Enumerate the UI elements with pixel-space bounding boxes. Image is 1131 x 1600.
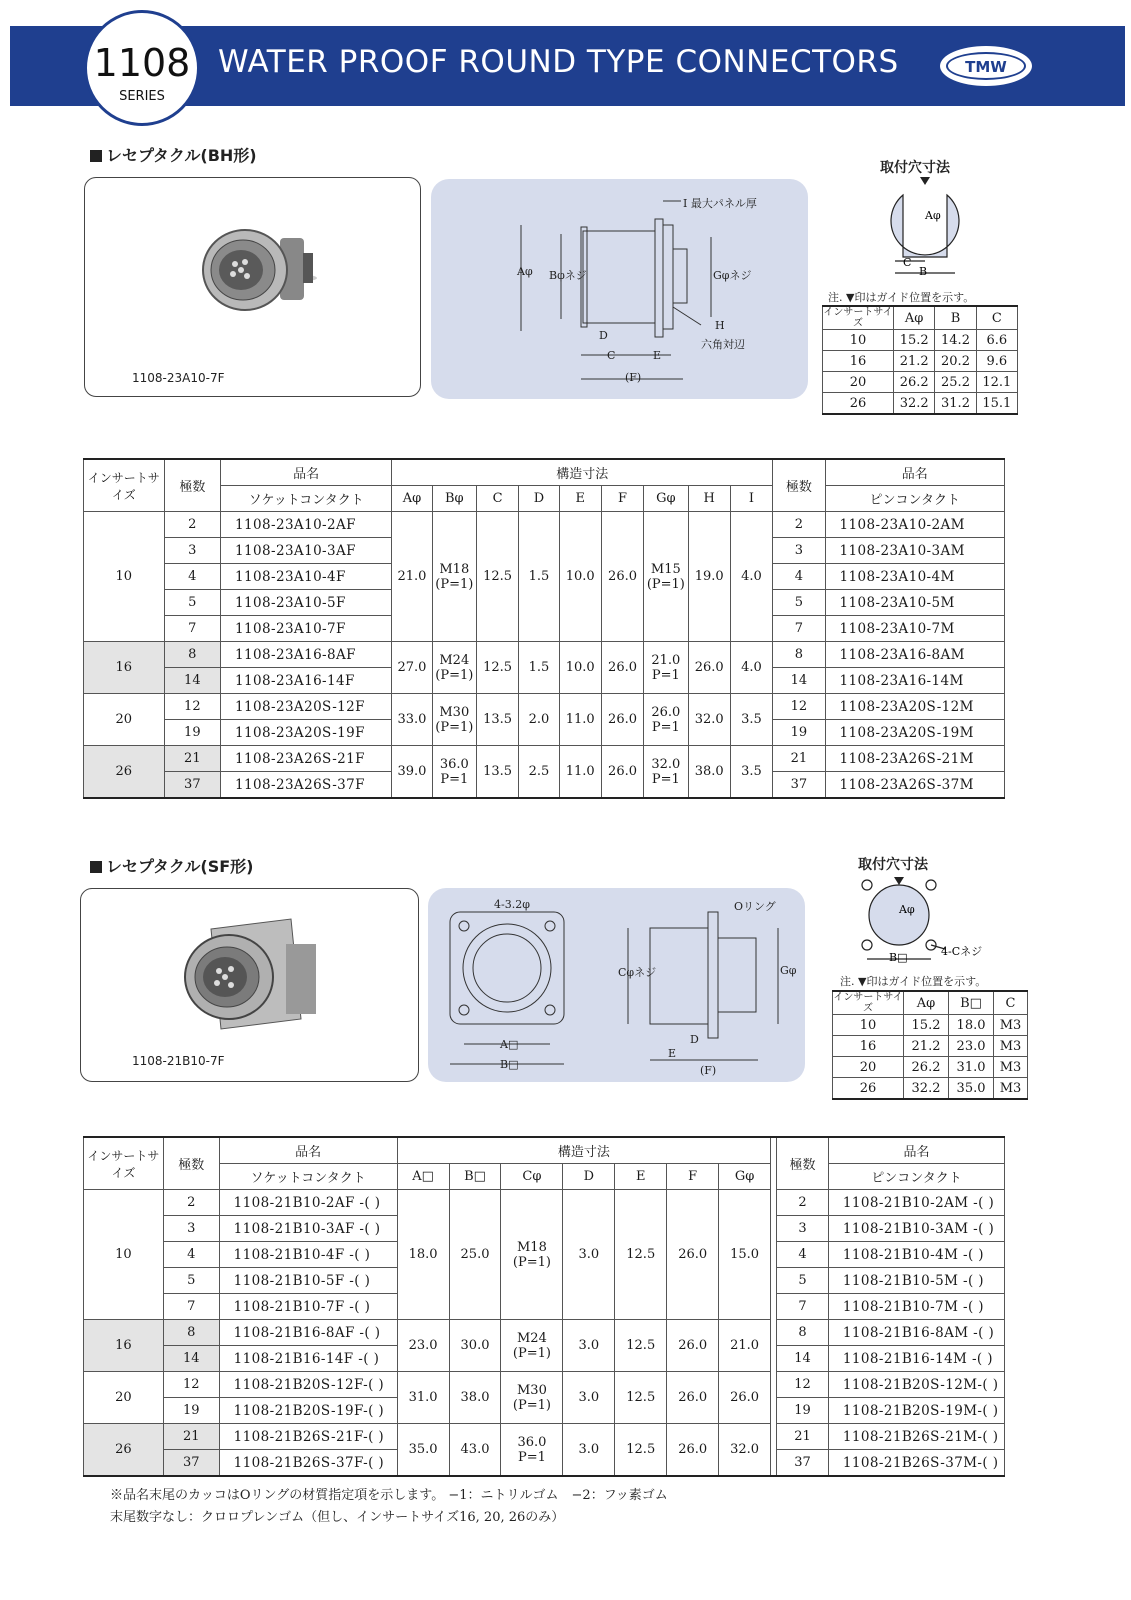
bh-label-a: Aφ [517,265,533,278]
brand-logo-text: TMW [946,52,1026,80]
poles-cell: 5 [777,1268,829,1294]
table-cell: 35.0 [949,1078,994,1100]
sf-h-pin: ピンコンタクト [828,1164,1004,1190]
dimension-cell: M30 (P=1) [501,1372,563,1424]
table-cell: 15.1 [976,393,1017,415]
insert-size-cell: 10 [84,512,165,642]
bh-h-poles2: 極数 [773,459,825,512]
dimension-cell: 3.0 [563,1320,615,1372]
sf-label-b: B□ [500,1058,519,1071]
poles-cell: 14 [164,668,220,694]
poles-cell: 12 [164,694,220,720]
bh-h-col: C [476,486,518,512]
bh-label-b: Bφネジ [549,269,587,282]
table-cell: 26.2 [904,1057,949,1078]
bh-connector-image [85,178,422,398]
dimension-cell: 31.0 [397,1372,449,1424]
table-cell: 31.2 [935,393,976,415]
sf-photo [80,888,419,1082]
dimension-cell: M18 (P=1) [432,512,476,642]
pin-part-number: 1108-23A26S-21M [825,746,1004,772]
pin-part-number: 1108-23A10-2AM [825,512,1004,538]
square-bullet-icon [90,861,102,873]
poles-cell: 19 [164,720,220,746]
bh-mount-table [822,305,1018,415]
socket-part-number: 1108-23A20S-19F [221,720,392,746]
dimension-cell: 13.5 [476,746,518,799]
socket-part-number: 1108-23A10-5F [221,590,392,616]
table-cell: 9.6 [976,351,1017,372]
bh-h-insert: インサートサイズ [84,459,165,512]
series-badge [84,10,200,126]
bh-h-col: D [519,486,559,512]
poles-cell: 3 [163,1216,219,1242]
bh-label-h: H [715,319,725,332]
insert-size-cell: 16 [84,642,165,694]
bh-h-col: Bφ [432,486,476,512]
sf-h-col: E [615,1164,667,1190]
dimension-cell: 26.0 [601,746,643,799]
pin-part-number: 1108-21B10-7M -( ) [828,1294,1004,1320]
dimension-cell: 12.5 [615,1424,667,1477]
table-cell: 26.2 [894,372,935,393]
poles-cell: 21 [163,1424,219,1450]
dimension-cell: M24 (P=1) [432,642,476,694]
pin-part-number: 1108-21B16-14M -( ) [828,1346,1004,1372]
insert-size-cell: 20 [84,694,165,746]
dimension-cell: 2.0 [519,694,559,746]
sf-label-f: (F) [700,1064,717,1077]
sf-h-name: 品名 [219,1137,397,1164]
sf-h-col: D [563,1164,615,1190]
bh-h-pin: ピンコンタクト [825,486,1004,512]
bh-photo [84,177,421,397]
dimension-cell: 3.5 [730,746,772,799]
dimension-cell: M24 (P=1) [501,1320,563,1372]
sf-label-a: A□ [500,1038,519,1051]
poles-cell: 8 [773,642,825,668]
socket-part-number: 1108-21B20S-12F-( ) [219,1372,397,1398]
bh-section-heading [90,143,257,166]
dimension-cell: 2.5 [519,746,559,799]
dimension-cell: 12.5 [615,1190,667,1320]
bh-h-col: I [730,486,772,512]
bh-mount-title: 取付穴寸法 [880,160,950,176]
socket-part-number: 1108-23A10-2AF [221,512,392,538]
socket-part-number: 1108-21B26S-37F-( ) [219,1450,397,1477]
poles-cell: 7 [773,616,825,642]
table-cell: M3 [994,1057,1028,1078]
bh-h-socket: ソケットコンタクト [221,486,392,512]
pin-part-number: 1108-23A16-8AM [825,642,1004,668]
dimension-cell: 12.5 [615,1320,667,1372]
table-cell: 20 [823,372,894,393]
pin-part-number: 1108-23A10-7M [825,616,1004,642]
dimension-cell: 4.0 [730,512,772,642]
dimension-cell: 36.0 P=1 [501,1424,563,1477]
dimension-cell: 25.0 [449,1190,501,1320]
table-cell: M3 [994,1036,1028,1057]
dimension-cell: 12.5 [476,512,518,642]
bh-mount-h3: C [976,306,1017,330]
socket-part-number: 1108-21B10-7F -( ) [219,1294,397,1320]
bh-spec-table [83,458,1005,799]
dimension-cell: M15 (P=1) [644,512,688,642]
sf-drawing-lines [428,888,805,1082]
poles-cell: 3 [164,538,220,564]
sf-mount-h2: B□ [949,991,994,1015]
sf-h-name2: 品名 [828,1137,1004,1164]
table-cell: 15.2 [904,1015,949,1036]
poles-cell: 19 [777,1398,829,1424]
poles-cell: 12 [777,1372,829,1398]
socket-part-number: 1108-21B16-8AF -( ) [219,1320,397,1346]
pin-part-number: 1108-23A16-14M [825,668,1004,694]
table-cell: 10 [833,1015,904,1036]
table-cell: 23.0 [949,1036,994,1057]
bh-label-d: D [599,329,608,342]
dimension-cell: 26.0 [667,1372,719,1424]
pin-part-number: 1108-21B10-4M -( ) [828,1242,1004,1268]
sf-mount-label-c: 4-Cネジ [941,945,983,958]
pin-part-number: 1108-21B26S-21M-( ) [828,1424,1004,1450]
insert-size-cell: 26 [84,1424,164,1477]
bh-label-panel: I 最大パネル厚 [683,197,757,210]
sf-h-poles2: 極数 [777,1137,829,1190]
poles-cell: 4 [163,1242,219,1268]
poles-cell: 21 [777,1424,829,1450]
pin-part-number: 1108-21B10-5M -( ) [828,1268,1004,1294]
poles-cell: 8 [777,1320,829,1346]
bh-h-col: E [559,486,601,512]
bh-label-f: (F) [625,371,642,384]
table-cell: 12.1 [976,372,1017,393]
dimension-cell: 43.0 [449,1424,501,1477]
bh-mount-h0: インサートサイズ [823,307,893,329]
pin-part-number: 1108-21B26S-37M-( ) [828,1450,1004,1477]
dimension-cell: M30 (P=1) [432,694,476,746]
dimension-cell: 19.0 [688,512,730,642]
pin-part-number: 1108-21B10-3AM -( ) [828,1216,1004,1242]
dimension-cell: 1.5 [519,512,559,642]
sf-label-d: D [690,1033,699,1046]
socket-part-number: 1108-23A16-14F [221,668,392,694]
poles-cell: 3 [773,538,825,564]
table-cell: M3 [994,1015,1028,1036]
dimension-cell: 10.0 [559,642,601,694]
bh-h-name2: 品名 [825,459,1004,486]
dimension-cell: 3.0 [563,1190,615,1320]
socket-part-number: 1108-23A20S-12F [221,694,392,720]
table-cell: M3 [994,1078,1028,1100]
socket-part-number: 1108-23A16-8AF [221,642,392,668]
sf-mount-h3: C [994,991,1028,1015]
dimension-cell: 12.5 [615,1372,667,1424]
dimension-cell: 3.0 [563,1372,615,1424]
poles-cell: 37 [164,772,220,799]
dimension-cell: 26.0 [667,1320,719,1372]
sf-mount-h0: インサートサイズ [833,992,903,1014]
bh-mount-h2: B [935,306,976,330]
sf-mount-h1: Aφ [904,991,949,1015]
poles-cell: 4 [777,1242,829,1268]
table-cell: 15.2 [894,330,935,351]
sf-h-col: A□ [397,1164,449,1190]
footnote-line-1: ※品名末尾のカッコはOリングの材質指定項を示します。 −1：ニトリルゴム −2：フッ素ゴム [110,1488,668,1503]
sf-section-heading [90,854,253,877]
table-cell: 32.2 [894,393,935,415]
socket-part-number: 1108-21B26S-21F-( ) [219,1424,397,1450]
dimension-cell: 3.5 [730,694,772,746]
poles-cell: 37 [163,1450,219,1477]
dimension-cell: 11.0 [559,694,601,746]
dimension-cell: 32.0 [688,694,730,746]
poles-cell: 7 [163,1294,219,1320]
bh-mount-note: 注. ▼印はガイド位置を示す。 [828,291,975,304]
bh-drawing-lines [431,179,808,399]
dimension-cell: 26.0 [601,642,643,694]
sf-h-socket: ソケットコンタクト [219,1164,397,1190]
sf-mount-diagram [855,875,995,965]
poles-cell: 2 [773,512,825,538]
dimension-cell: 23.0 [397,1320,449,1372]
sf-label-c: Cφネジ [618,966,657,979]
dimension-cell: 21.0 [719,1320,771,1372]
pin-part-number: 1108-23A20S-12M [825,694,1004,720]
table-cell: 31.0 [949,1057,994,1078]
socket-part-number: 1108-23A26S-21F [221,746,392,772]
poles-cell: 14 [773,668,825,694]
poles-cell: 19 [163,1398,219,1424]
bh-heading-text: レセプタクル(BH形) [106,146,257,165]
socket-part-number: 1108-21B10-3AF -( ) [219,1216,397,1242]
bh-h-col: F [601,486,643,512]
pin-part-number: 1108-21B20S-12M-( ) [828,1372,1004,1398]
insert-size-cell: 26 [84,746,165,799]
sf-h-col: Cφ [501,1164,563,1190]
dimension-cell: 39.0 [392,746,432,799]
dimension-cell: 38.0 [449,1372,501,1424]
sf-mount-label-a: Aφ [899,903,915,916]
footnote-line-2: 末尾数字なし：クロロプレンゴム（但し、インサートサイズ16, 20, 26のみ） [110,1510,565,1525]
insert-size-cell: 10 [84,1190,164,1320]
dimension-cell: 27.0 [392,642,432,694]
table-cell: 25.2 [935,372,976,393]
dimension-cell: 11.0 [559,746,601,799]
socket-part-number: 1108-21B10-5F -( ) [219,1268,397,1294]
insert-size-cell: 16 [84,1320,164,1372]
bh-h-col: H [688,486,730,512]
dimension-cell: 10.0 [559,512,601,642]
poles-cell: 21 [164,746,220,772]
dimension-cell: 26.0 [719,1372,771,1424]
poles-cell: 2 [164,512,220,538]
poles-cell: 8 [164,642,220,668]
poles-cell: 12 [163,1372,219,1398]
dimension-cell: 30.0 [449,1320,501,1372]
sf-heading-text: レセプタクル(SF形) [106,857,254,876]
dimension-cell: 32.0 [719,1424,771,1477]
table-cell: 21.2 [904,1036,949,1057]
socket-part-number: 1108-21B10-2AF -( ) [219,1190,397,1216]
pin-part-number: 1108-23A26S-37M [825,772,1004,799]
poles-cell: 37 [777,1450,829,1477]
dimension-cell: 18.0 [397,1190,449,1320]
pin-part-number: 1108-21B20S-19M-( ) [828,1398,1004,1424]
bh-mount-diagram [875,175,975,275]
sf-h-poles: 極数 [163,1137,219,1190]
sf-label-g: Gφ [780,964,797,977]
table-cell: 14.2 [935,330,976,351]
sf-mount-title: 取付穴寸法 [858,857,928,873]
socket-part-number: 1108-21B16-14F -( ) [219,1346,397,1372]
sf-label-holes: 4-3.2φ [494,898,530,911]
socket-part-number: 1108-23A10-4F [221,564,392,590]
dimension-cell: 26.0 [601,694,643,746]
bh-mount-h1: Aφ [894,306,935,330]
poles-cell: 4 [773,564,825,590]
socket-part-number: 1108-21B10-4F -( ) [219,1242,397,1268]
dimension-cell: 1.5 [519,642,559,694]
dimension-cell: 26.0 P=1 [644,694,688,746]
socket-part-number: 1108-23A10-3AF [221,538,392,564]
dimension-cell: 21.0 P=1 [644,642,688,694]
square-bullet-icon [90,150,102,162]
table-cell: 18.0 [949,1015,994,1036]
pin-part-number: 1108-23A20S-19M [825,720,1004,746]
dimension-cell: 26.0 [667,1190,719,1320]
sf-mount-table [832,990,1028,1100]
poles-cell: 2 [777,1190,829,1216]
bh-photo-caption: 1108-23A10-7F [132,371,225,385]
table-cell: 16 [833,1036,904,1057]
table-cell: 10 [823,330,894,351]
poles-cell: 14 [777,1346,829,1372]
sf-dimension-drawing [428,888,805,1082]
pin-part-number: 1108-23A10-4M [825,564,1004,590]
pin-part-number: 1108-23A10-5M [825,590,1004,616]
socket-part-number: 1108-23A10-7F [221,616,392,642]
sf-h-insert: インサートサイズ [84,1137,164,1190]
poles-cell: 12 [773,694,825,720]
bh-h-name: 品名 [221,459,392,486]
table-cell: 20.2 [935,351,976,372]
dimension-cell: 38.0 [688,746,730,799]
bh-h-col: Gφ [644,486,688,512]
sf-spec-table [83,1136,1005,1477]
poles-cell: 5 [163,1268,219,1294]
table-cell: 32.2 [904,1078,949,1100]
series-label: SERIES [119,89,165,104]
dimension-cell: 21.0 [392,512,432,642]
dimension-cell: 26.0 [601,512,643,642]
dimension-cell: 12.5 [476,642,518,694]
bh-label-e: E [653,349,662,362]
dimension-cell: 4.0 [730,642,772,694]
poles-cell: 19 [773,720,825,746]
table-cell: 20 [833,1057,904,1078]
pin-part-number: 1108-23A10-3AM [825,538,1004,564]
table-cell: 16 [823,351,894,372]
socket-part-number: 1108-21B20S-19F-( ) [219,1398,397,1424]
poles-cell: 7 [777,1294,829,1320]
bh-label-c: C [607,349,616,362]
pin-part-number: 1108-21B10-2AM -( ) [828,1190,1004,1216]
poles-cell: 4 [164,564,220,590]
bh-mount-label-b: B [919,265,928,275]
series-number: 1108 [93,41,191,85]
dimension-cell: 32.0 P=1 [644,746,688,799]
page-title: WATER PROOF ROUND TYPE CONNECTORS [218,44,899,80]
poles-cell: 37 [773,772,825,799]
sf-h-col: F [667,1164,719,1190]
sf-photo-caption: 1108-21B10-7F [132,1054,225,1068]
sf-label-e: E [668,1047,677,1060]
brand-logo [940,46,1032,86]
socket-part-number: 1108-23A26S-37F [221,772,392,799]
poles-cell: 14 [163,1346,219,1372]
bh-mount-label-a: Aφ [925,209,941,222]
bh-h-col: Aφ [392,486,432,512]
bh-dimension-drawing [431,179,808,399]
table-cell: 26 [833,1078,904,1100]
dimension-cell: 35.0 [397,1424,449,1477]
dimension-cell: 26.0 [667,1424,719,1477]
dimension-cell: 26.0 [688,642,730,694]
poles-cell: 3 [777,1216,829,1242]
bh-label-g: Gφネジ [713,269,752,282]
pin-part-number: 1108-21B16-8AM -( ) [828,1320,1004,1346]
table-cell: 21.2 [894,351,935,372]
poles-cell: 21 [773,746,825,772]
sf-h-struct: 構造寸法 [397,1137,770,1164]
poles-cell: 8 [163,1320,219,1346]
bh-h-struct: 構造寸法 [392,459,773,486]
sf-h-col: B□ [449,1164,501,1190]
dimension-cell: 33.0 [392,694,432,746]
bh-mount-label-c: C [903,256,912,269]
dimension-cell: 15.0 [719,1190,771,1320]
sf-mount-note: 注. ▼印はガイド位置を示す。 [840,975,987,988]
dimension-cell: 13.5 [476,694,518,746]
poles-cell: 5 [164,590,220,616]
insert-size-cell: 20 [84,1372,164,1424]
bh-label-hex: 六角対辺 [701,338,745,351]
table-cell: 6.6 [976,330,1017,351]
table-cell: 26 [823,393,894,415]
sf-label-oring: Oリング [734,900,776,913]
dimension-cell: 3.0 [563,1424,615,1477]
poles-cell: 5 [773,590,825,616]
dimension-cell: 36.0 P=1 [432,746,476,799]
poles-cell: 2 [163,1190,219,1216]
sf-mount-label-b: B□ [889,951,908,964]
bh-h-poles: 極数 [164,459,220,512]
sf-h-col: Gφ [719,1164,771,1190]
poles-cell: 7 [164,616,220,642]
dimension-cell: M18 (P=1) [501,1190,563,1320]
